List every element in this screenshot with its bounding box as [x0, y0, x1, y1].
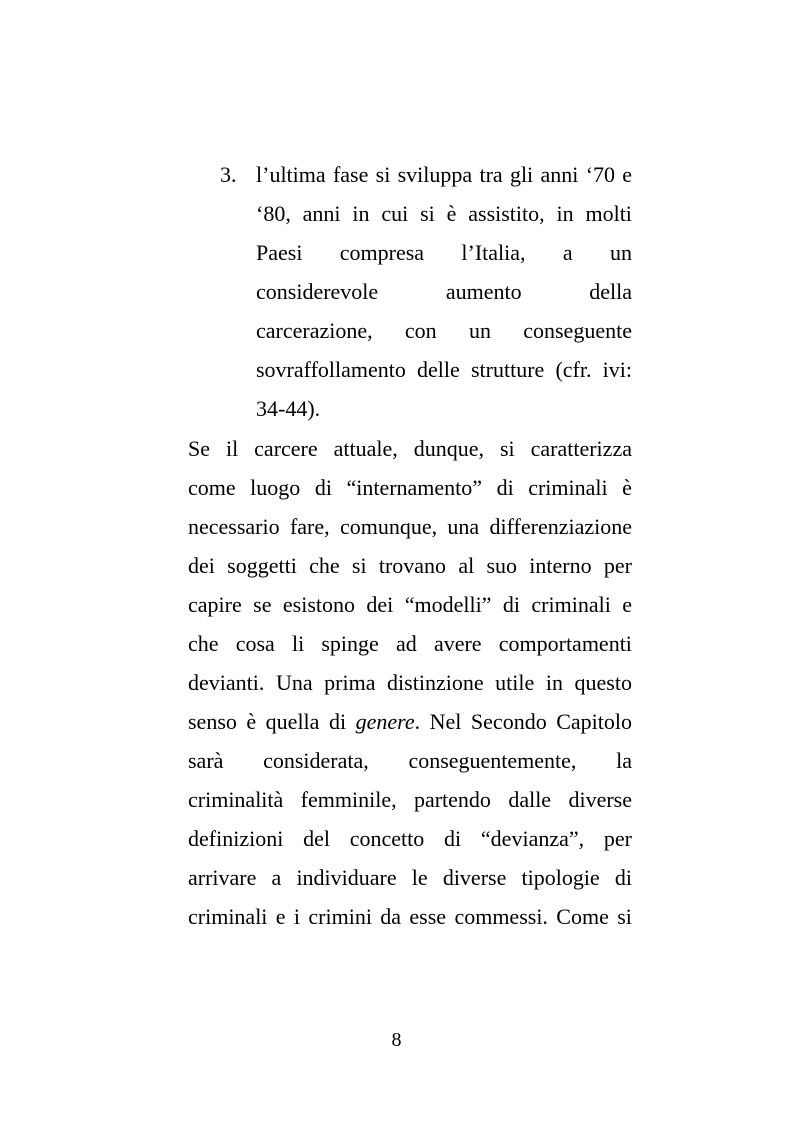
paragraph-line-1: Se il carcere attuale, dunque, si caratterizza — [188, 436, 632, 461]
paragraph-line-4: dei soggetti che si trovano al suo interno per — [188, 553, 632, 578]
paragraph-line-11: definizioni del concetto di “devianza”, per — [188, 826, 632, 851]
paragraph-line-3: necessario fare, comunque, una differenziazione — [188, 514, 632, 539]
list-line-4: considerevole aumento della — [256, 279, 632, 304]
list-line-3: Paesi compresa l’Italia, a un — [256, 240, 632, 265]
list-line-7: 34-44). — [256, 396, 321, 421]
paragraph-line-2: come luogo di “internamento” di criminali è — [188, 475, 632, 500]
paragraph-line-5: capire se esistono dei “modelli” di criminali e — [188, 592, 632, 617]
list-line-5: carcerazione, con un conseguente — [256, 318, 632, 343]
paragraph-line-6: che cosa li spinge ad avere comportamenti — [188, 631, 632, 656]
paragraph-line-7: devianti. Una prima distinzione utile in questo — [188, 670, 632, 695]
paragraph-line-10: criminalità femminile, partendo dalle diverse — [188, 787, 632, 812]
page-number: 8 — [391, 1029, 402, 1051]
paragraph-line-9: sarà considerata, conseguentemente, la — [188, 748, 632, 773]
paragraph-line-8-after: . Nel Secondo Capitolo — [414, 709, 632, 734]
genere-italic: genere — [355, 709, 415, 734]
list-line-1: l’ultima fase si sviluppa tra gli anni ‘70 e — [256, 162, 632, 187]
list-line-2: ‘80, anni in cui si è assistito, in molti — [256, 201, 632, 226]
paragraph-line-13: criminali e i crimini da esse commessi. Come si — [188, 904, 632, 929]
paragraph-line-8-before: senso è quella di — [188, 709, 347, 734]
list-number: 3. — [220, 162, 237, 187]
list-line-6: sovraffollamento delle strutture (cfr. ivi: — [256, 357, 632, 382]
paragraph-line-12: arrivare a individuare le diverse tipologie di — [188, 865, 632, 890]
paragraph-line-8 — [188, 709, 632, 735]
